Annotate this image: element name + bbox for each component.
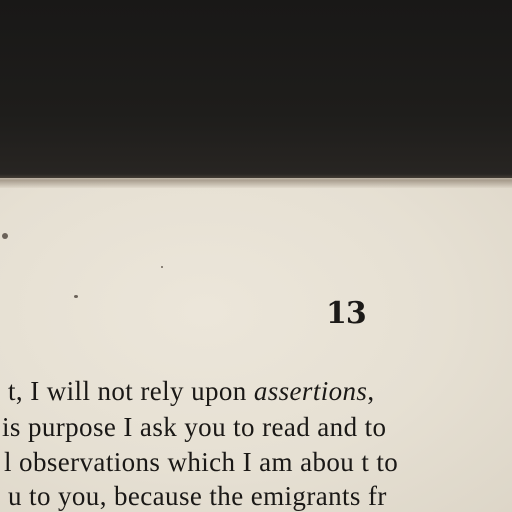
text-line-1 [8, 376, 375, 407]
paper-top-edge [0, 174, 512, 188]
text-line-1-start: t, I will not rely upon [8, 376, 254, 406]
text-line-1-end: , [367, 376, 375, 406]
paper-speck [74, 295, 78, 298]
text-line-4: u to you, because the emigrants fr [8, 481, 387, 511]
paper-speck [2, 233, 8, 239]
text-line-3: l observations which I am abou t to [4, 447, 399, 477]
text-line-2: is purpose I ask you to read and to [2, 412, 387, 442]
dark-background [0, 0, 512, 190]
page-number: 13 [326, 296, 366, 331]
text-line-1-italic: assertions [253, 376, 368, 406]
paper-speck [161, 266, 163, 268]
